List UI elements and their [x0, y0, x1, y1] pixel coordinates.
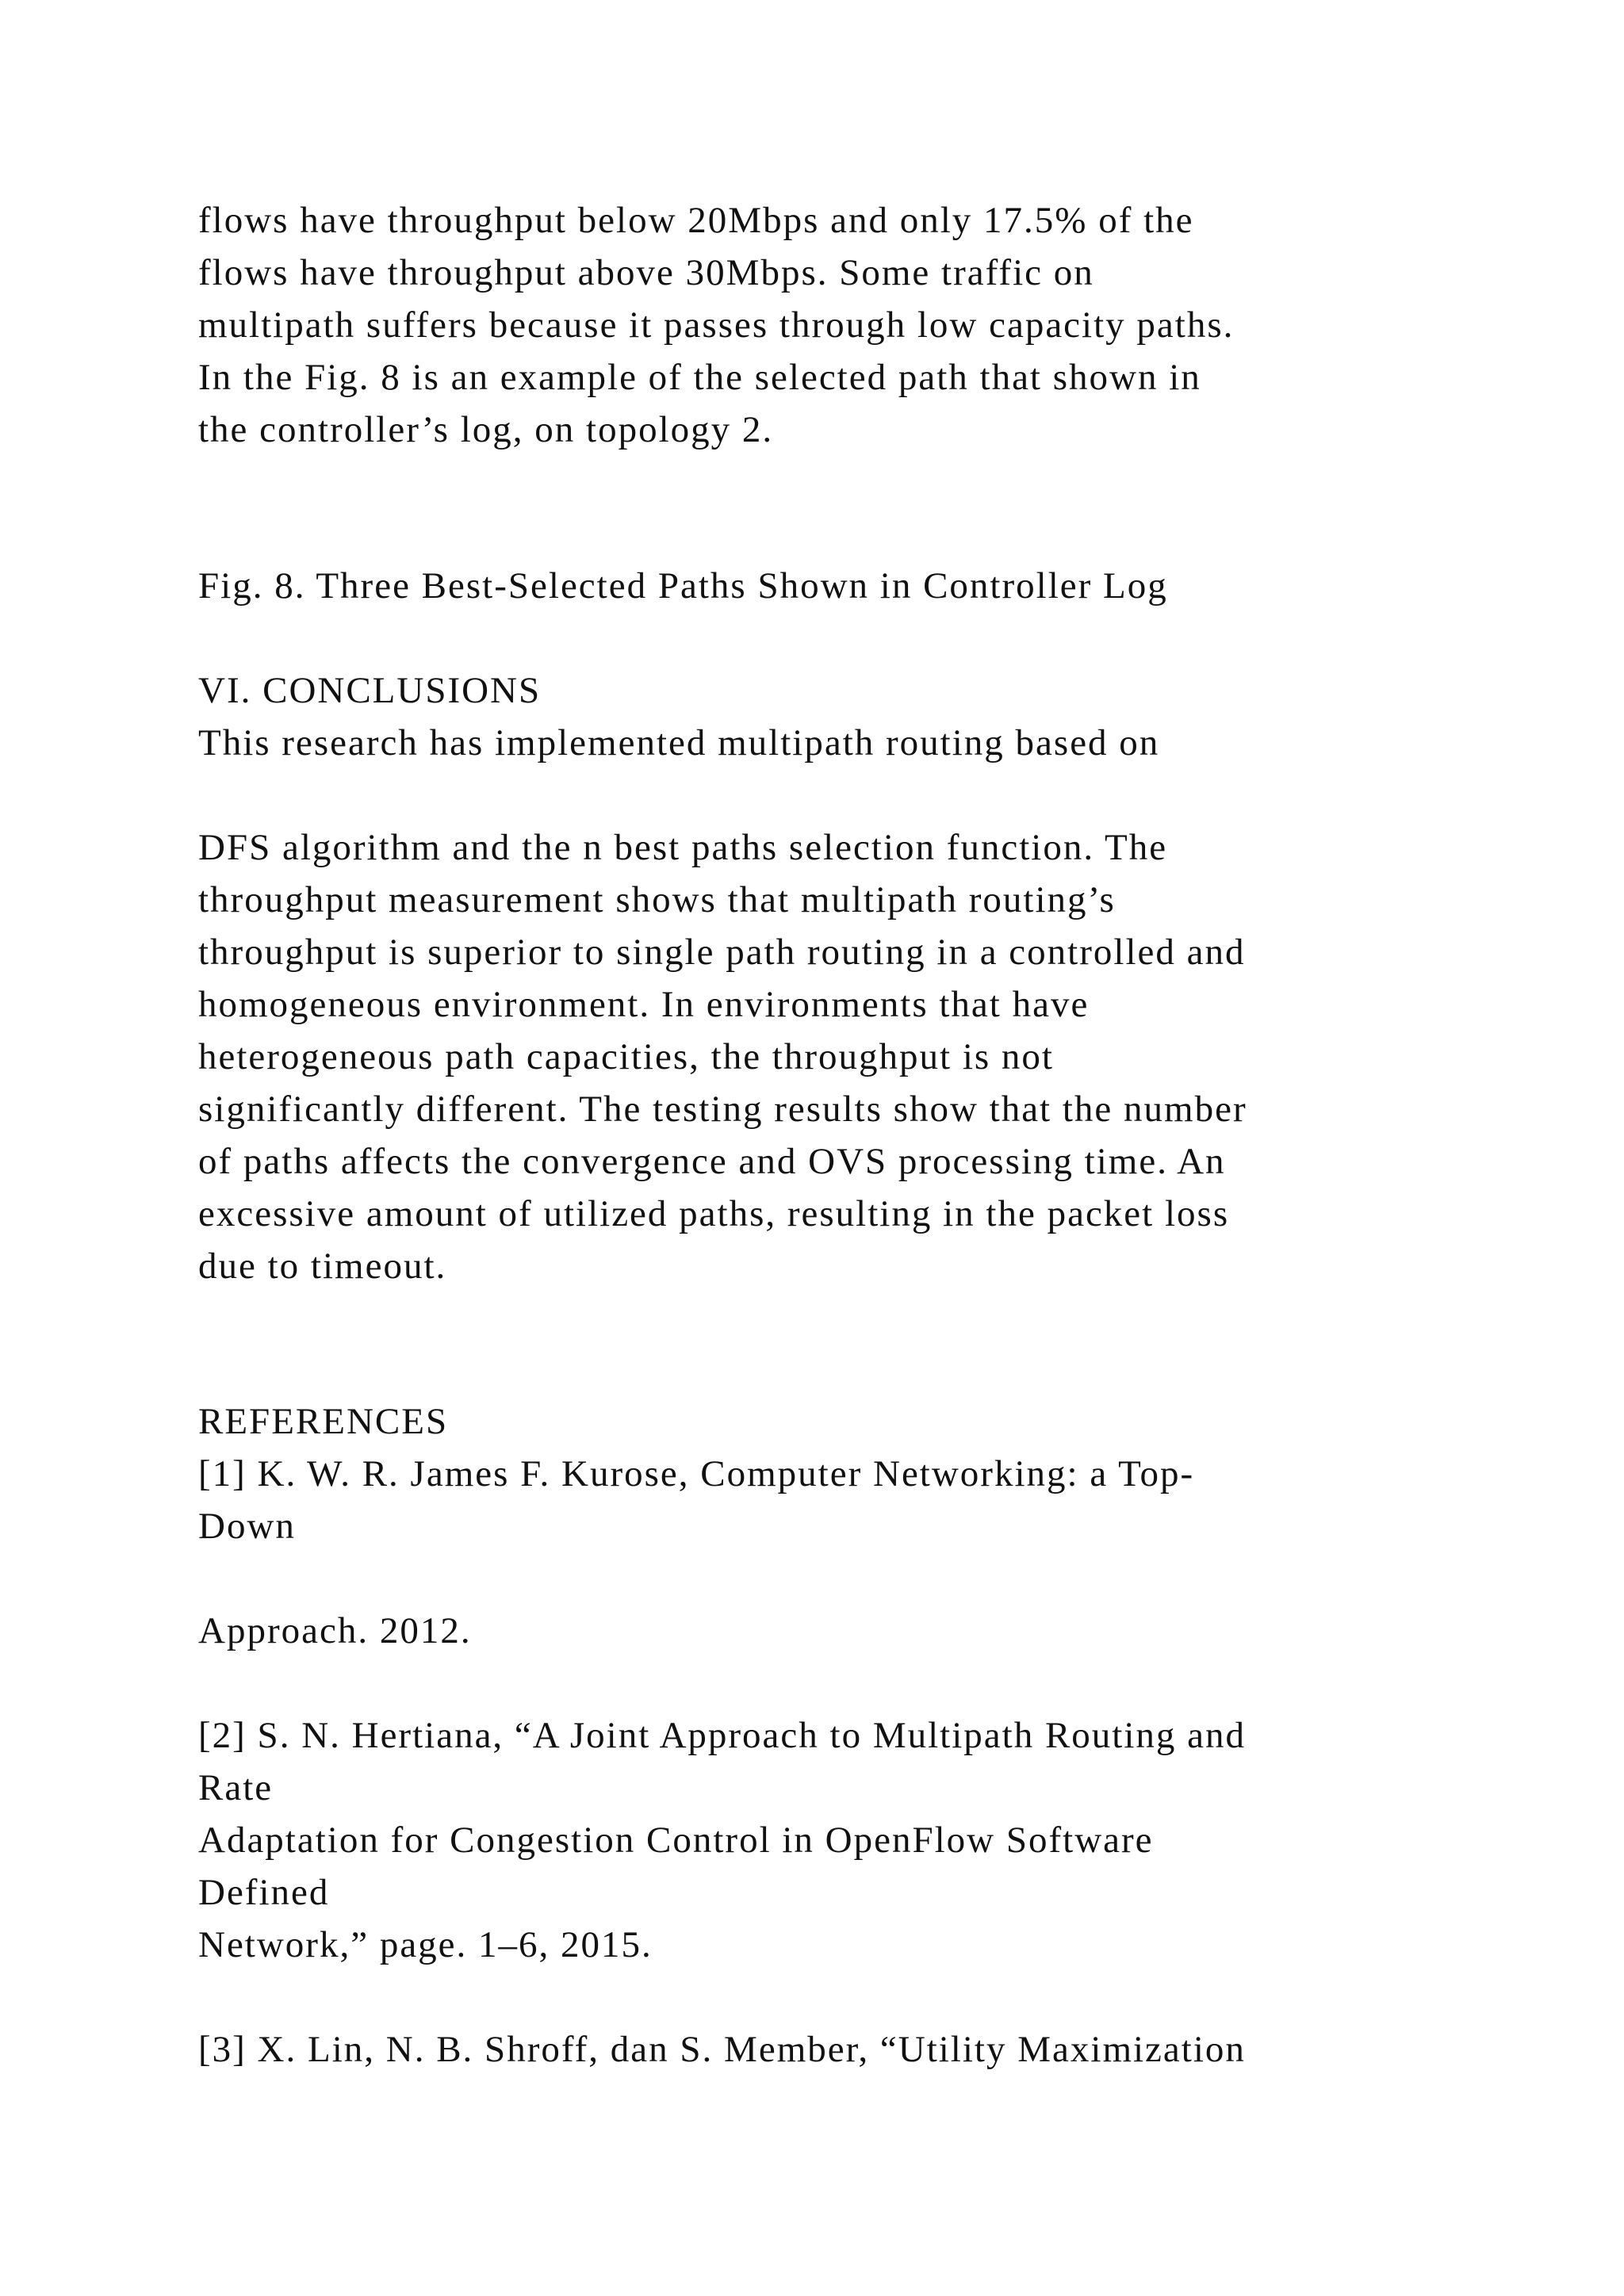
conclusions-line: of paths affects the convergence and OVS processing time. An: [198, 1141, 1226, 1182]
body-paragraph-line: flows have throughput above 30Mbps. Some traffic on: [198, 252, 1094, 293]
conclusions-line: This research has implemented multipath routing based on: [198, 722, 1160, 763]
reference-2-line: Adaptation for Congestion Control in OpenFlow Software: [198, 1820, 1154, 1861]
reference-2-line: Network,” page. 1–6, 2015.: [198, 1924, 653, 1965]
conclusions-line: throughput is superior to single path routing in a controlled and: [198, 932, 1246, 973]
reference-2-line: [2] S. N. Hertiana, “A Joint Approach to Multipath Routing and: [198, 1715, 1247, 1756]
reference-1-line: Down: [198, 1506, 296, 1547]
conclusions-line: DFS algorithm and the n best paths selection function. The: [198, 827, 1168, 868]
body-paragraph-line: multipath suffers because it passes through low capacity paths.: [198, 304, 1235, 346]
section-heading-conclusions: VI. CONCLUSIONS: [198, 670, 542, 711]
conclusions-line: heterogeneous path capacities, the throughput is not: [198, 1036, 1054, 1077]
body-paragraph-line: the controller’s log, on topology 2.: [198, 409, 774, 450]
conclusions-line: throughput measurement shows that multipath routing’s: [198, 879, 1116, 920]
reference-1-line: [1] K. W. R. James F. Kurose, Computer Networking: a Top-: [198, 1453, 1195, 1494]
reference-1-continuation: Approach. 2012.: [198, 1610, 472, 1651]
conclusions-line: homogeneous environment. In environments that have: [198, 984, 1090, 1025]
conclusions-line: significantly different. The testing results show that the number: [198, 1089, 1247, 1130]
conclusions-line: due to timeout.: [198, 1246, 447, 1287]
reference-2-line: Defined: [198, 1872, 330, 1913]
section-heading-references: REFERENCES: [198, 1401, 449, 1442]
body-paragraph-line: flows have throughput below 20Mbps and only 17.5% of the: [198, 200, 1194, 241]
conclusions-line: excessive amount of utilized paths, resulting in the packet loss: [198, 1193, 1230, 1234]
reference-3-line: [3] X. Lin, N. B. Shroff, dan S. Member, “Utility Maximization: [198, 2029, 1246, 2070]
figure-caption: Fig. 8. Three Best-Selected Paths Shown in Controller Log: [198, 565, 1168, 607]
reference-2-line: Rate: [198, 1767, 274, 1808]
body-paragraph-line: In the Fig. 8 is an example of the selected path that shown in: [198, 357, 1201, 398]
